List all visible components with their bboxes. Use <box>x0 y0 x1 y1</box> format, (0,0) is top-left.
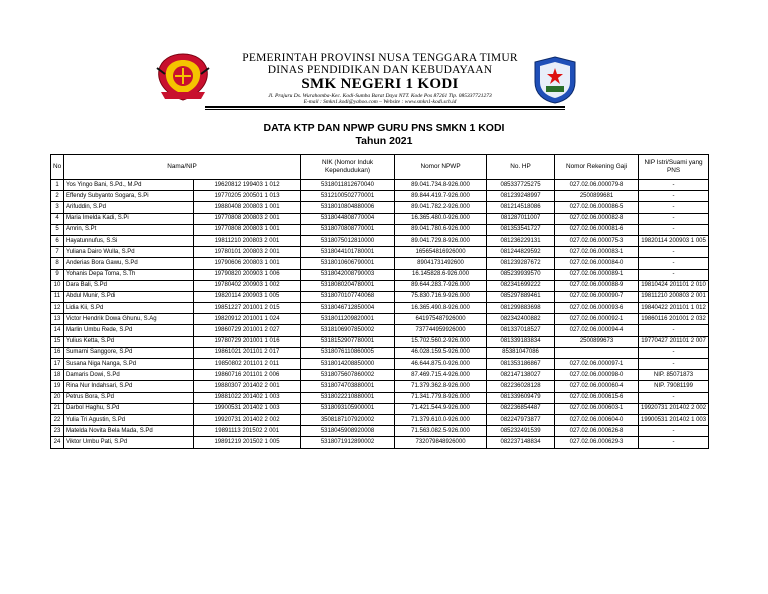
cell-rekening: 027.02.06.000083-1 <box>555 247 639 258</box>
cell-rekening: 027.02.06.000603-1 <box>555 403 639 414</box>
cell-rekening: 027.02.06.000626-8 <box>555 426 639 437</box>
cell-nama: Amrin, S.Pt <box>64 224 194 235</box>
cell-rekening: 2500899673 <box>555 336 639 347</box>
header-npwp: Nomor NPWP <box>395 155 487 180</box>
cell-rekening: 027.02.06.000090-7 <box>555 291 639 302</box>
cell-nama: Rina Nur Indahsari, S.Pd <box>64 381 194 392</box>
header-rekening: Nomor Rekening Gaji <box>555 155 639 180</box>
cell-nama: Marlin Umbu Rede, S.Pd <box>64 325 194 336</box>
cell-nip-pasangan: 19920731 201402 2 002 <box>639 403 709 414</box>
cell-no: 3 <box>51 202 64 213</box>
cell-nip-pasangan: - <box>639 191 709 202</box>
cell-rekening: 2500899681 <box>555 191 639 202</box>
cell-nama: Darbol Haghu, S.Pd <box>64 403 194 414</box>
cell-nip: 19850802 201101 2 011 <box>194 359 301 370</box>
table-row <box>51 258 709 269</box>
cell-nip-pasangan: - <box>639 437 709 448</box>
table-row <box>51 414 709 425</box>
cell-nip-pasangan: - <box>639 359 709 370</box>
cell-npwp: 71.379.362.8-926.000 <box>395 381 487 392</box>
cell-no: 22 <box>51 414 64 425</box>
cell-nama: Hayatunnufus, S.Si <box>64 235 194 246</box>
letterhead-contact: E-mail : Smkn1.kodi@yahoo.com – Website : www.smkn1-kodi.sch.id <box>303 99 457 105</box>
cell-nama: Susana Niga Nanga, S.Pd <box>64 359 194 370</box>
cell-no: 16 <box>51 347 64 358</box>
cell-nik: 5318044101780001 <box>301 247 395 258</box>
cell-nama: Damaris Dowi, S.Pd <box>64 370 194 381</box>
cell-nip-pasangan: 19860116 201001 2 032 <box>639 314 709 325</box>
cell-no: 12 <box>51 303 64 314</box>
cell-nip: 19881022 201402 1 003 <box>194 392 301 403</box>
cell-hp: 082236028128 <box>487 381 555 392</box>
cell-nip: 19790606 200803 1 001 <box>194 258 301 269</box>
letterhead <box>0 0 768 112</box>
letterhead-rule-thick <box>205 106 565 108</box>
cell-no: 11 <box>51 291 64 302</box>
cell-nik: 5318046712850004 <box>301 303 395 314</box>
cell-rekening: 027.02.06.000097-1 <box>555 359 639 370</box>
table-row <box>51 191 709 202</box>
cell-nip: 19900531 201402 1 003 <box>194 403 301 414</box>
cell-no: 5 <box>51 224 64 235</box>
table-row <box>51 235 709 246</box>
cell-nik: 5318074703880001 <box>301 381 395 392</box>
cell-nama: Yulius Ketta, S.Pd <box>64 336 194 347</box>
cell-hp: 082247973877 <box>487 414 555 425</box>
cell-npwp: 71.421.544.9-926.000 <box>395 403 487 414</box>
cell-rekening: 027.02.06.000082-8 <box>555 213 639 224</box>
cell-hp: 082147138027 <box>487 370 555 381</box>
cell-nip: 19861021 201101 2 017 <box>194 347 301 358</box>
header-hp: No. HP <box>487 155 555 180</box>
cell-nama: Petrus Bora, S.Pd <box>64 392 194 403</box>
cell-nama: Abdul Munir, S.Pdi <box>64 291 194 302</box>
cell-npwp: 89.844.419.7-926.000 <box>395 191 487 202</box>
cell-hp: 081337018527 <box>487 325 555 336</box>
table-row <box>51 314 709 325</box>
teacher-data-table <box>50 154 709 449</box>
cell-nip-pasangan: 19820114 200903 1 005 <box>639 235 709 246</box>
cell-nip: 19860716 201101 2 006 <box>194 370 301 381</box>
cell-nip: 19780101 200803 2 001 <box>194 247 301 258</box>
cell-nip-pasangan: NIP. 79081199 <box>639 381 709 392</box>
cell-npwp: 71.341.779.8-926.000 <box>395 392 487 403</box>
cell-nik: 5318075012810000 <box>301 235 395 246</box>
cell-nip: 19620812 199403 1 012 <box>194 180 301 191</box>
cell-nip-pasangan: - <box>639 202 709 213</box>
cell-npwp: 89041731492600 <box>395 258 487 269</box>
table-row <box>51 325 709 336</box>
cell-no: 17 <box>51 359 64 370</box>
cell-npwp: 71.379.610.0-926.000 <box>395 414 487 425</box>
cell-no: 7 <box>51 247 64 258</box>
cell-nik: 5318042008790003 <box>301 269 395 280</box>
cell-hp: 082341699222 <box>487 280 555 291</box>
cell-npwp: 16.365.480.0-926.000 <box>395 213 487 224</box>
table-row <box>51 347 709 358</box>
cell-nik: 5318071912890002 <box>301 437 395 448</box>
cell-rekening: 027.02.06.000088-9 <box>555 280 639 291</box>
cell-nip-pasangan: NIP. 85071873 <box>639 370 709 381</box>
cell-no: 4 <box>51 213 64 224</box>
cell-npwp: 89.041.729.8-926.000 <box>395 235 487 246</box>
cell-rekening: 027.02.06.000092-1 <box>555 314 639 325</box>
header-nik: NIK (Nomor Induk Kependudukan) <box>301 155 395 180</box>
cell-nip: 19780402 200903 1 002 <box>194 280 301 291</box>
cell-rekening: 027.02.06.000060-4 <box>555 381 639 392</box>
cell-nip-pasangan: - <box>639 347 709 358</box>
cell-npwp: 87.469.715.4-926.000 <box>395 370 487 381</box>
cell-hp: 082237148834 <box>487 437 555 448</box>
cell-rekening: 027.02.06.000089-1 <box>555 269 639 280</box>
table-row <box>51 180 709 191</box>
cell-hp: 085337725275 <box>487 180 555 191</box>
cell-nama: Lidia Kii, S.Pd <box>64 303 194 314</box>
cell-nik: 5318093105900001 <box>301 403 395 414</box>
cell-nik: 5318075607860002 <box>301 370 395 381</box>
letterhead-address: Jl. Prajuru Ds. Wurahomba-Kec. Kodi-Sumba Barat Daya NTT. Kode Pos 87261 Tlp. 085337721273 <box>268 93 492 99</box>
cell-hp: 085232491539 <box>487 426 555 437</box>
cell-no: 15 <box>51 336 64 347</box>
cell-nip-pasangan: - <box>639 392 709 403</box>
cell-rekening: 027.02.06.000079-8 <box>555 180 639 191</box>
cell-no: 1 <box>51 180 64 191</box>
cell-npwp: 46.644.875.0-926.000 <box>395 359 487 370</box>
cell-hp: 082342400882 <box>487 314 555 325</box>
cell-npwp: 737744959926000 <box>395 325 487 336</box>
cell-no: 14 <box>51 325 64 336</box>
cell-rekening: 027.02.06.000084-0 <box>555 258 639 269</box>
cell-nip: 19880408 200803 1 001 <box>194 202 301 213</box>
cell-nip-pasangan: - <box>639 213 709 224</box>
table-row <box>51 291 709 302</box>
cell-nip: 19880307 201402 2 001 <box>194 381 301 392</box>
cell-no: 24 <box>51 437 64 448</box>
cell-rekening: 027.02.06.000086-5 <box>555 202 639 213</box>
cell-no: 6 <box>51 235 64 246</box>
header-nama-nip: Nama/NIP <box>64 155 301 180</box>
cell-rekening: 027.02.06.000629-3 <box>555 437 639 448</box>
letterhead-department: DINAS PENDIDIKAN DAN KEBUDAYAAN <box>267 64 493 76</box>
cell-nip: 19891219 201502 1 005 <box>194 437 301 448</box>
cell-no: 9 <box>51 269 64 280</box>
cell-no: 8 <box>51 258 64 269</box>
cell-nip: 19770808 200803 1 001 <box>194 224 301 235</box>
cell-nik: 5318152907780001 <box>301 336 395 347</box>
cell-nip: 19780729 201001 1 016 <box>194 336 301 347</box>
letterhead-rule-thin <box>205 109 565 110</box>
letterhead-province: PEMERINTAH PROVINSI NUSA TENGGARA TIMUR <box>242 52 518 64</box>
cell-hp: 081244829592 <box>487 247 555 258</box>
cell-nip-pasangan: 19811210 200803 2 001 <box>639 291 709 302</box>
cell-hp: 082236854487 <box>487 403 555 414</box>
cell-nik: 5318011812670040 <box>301 180 395 191</box>
table-row <box>51 392 709 403</box>
cell-rekening: 027.02.06.000075-3 <box>555 235 639 246</box>
cell-no: 2 <box>51 191 64 202</box>
cell-nik: 5318080204780001 <box>301 280 395 291</box>
document-subtitle-year: Tahun 2021 <box>355 135 413 147</box>
cell-nip: 19811210 200803 2 001 <box>194 235 301 246</box>
cell-hp: 081214518086 <box>487 202 555 213</box>
cell-nama: Yohanis Depa Toma, S.Th <box>64 269 194 280</box>
cell-npwp: 89.644.283.7-926.000 <box>395 280 487 291</box>
table-row <box>51 381 709 392</box>
cell-npwp: 46.028.159.5-926.000 <box>395 347 487 358</box>
table-row <box>51 370 709 381</box>
cell-nip: 19851227 201001 2 015 <box>194 303 301 314</box>
cell-hp: 081339609479 <box>487 392 555 403</box>
cell-nama: Maria Imelda Kadi, S.Pi <box>64 213 194 224</box>
table-header-row <box>51 155 709 180</box>
cell-nama: Arifuddin, S.Pd <box>64 202 194 213</box>
cell-nama: Matelda Novita Bela Mada, S.Pd <box>64 426 194 437</box>
cell-npwp: 16.145828.6-926.000 <box>395 269 487 280</box>
cell-npwp: 641975487926000 <box>395 314 487 325</box>
cell-hp: 081353186867 <box>487 359 555 370</box>
cell-hp: 85381047086 <box>487 347 555 358</box>
cell-hp: 081239287672 <box>487 258 555 269</box>
cell-nip: 19820912 201001 1 024 <box>194 314 301 325</box>
table-row <box>51 426 709 437</box>
cell-nama: Viktor Umbu Pati, S.Pd <box>64 437 194 448</box>
cell-nip: 19891113 201502 2 001 <box>194 426 301 437</box>
cell-nip: 19820114 200903 1 005 <box>194 291 301 302</box>
cell-nip-pasangan: - <box>639 180 709 191</box>
cell-nip: 19920731 201402 2 002 <box>194 414 301 425</box>
cell-npwp: 89.041.734.8-926.000 <box>395 180 487 191</box>
cell-nip: 19770205 200501 1 013 <box>194 191 301 202</box>
cell-nama: Sumarni Sanggore, S.Pd <box>64 347 194 358</box>
cell-nip: 19790820 200903 1 006 <box>194 269 301 280</box>
cell-nik: 5318045908920008 <box>301 426 395 437</box>
cell-nama: Yulia Tri Agustin, S.Pd <box>64 414 194 425</box>
cell-nip-pasangan: - <box>639 224 709 235</box>
table-row <box>51 224 709 235</box>
table-row <box>51 336 709 347</box>
cell-nip-pasangan: 19840422 201101 1 012 <box>639 303 709 314</box>
cell-nik: 5318044808770004 <box>301 213 395 224</box>
cell-rekening: 027.02.06.000094-4 <box>555 325 639 336</box>
table-row <box>51 437 709 448</box>
cell-nik: 5312100502770001 <box>301 191 395 202</box>
cell-nik: 5318014208850000 <box>301 359 395 370</box>
cell-npwp: 16.365.490.8-926.000 <box>395 303 487 314</box>
cell-nik: 5318070808770001 <box>301 224 395 235</box>
cell-nik: 3508187107920002 <box>301 414 395 425</box>
table-row <box>51 303 709 314</box>
table-row <box>51 202 709 213</box>
cell-npwp: 89.041.780.6-926.000 <box>395 224 487 235</box>
cell-hp: 085239939570 <box>487 269 555 280</box>
cell-hp: 081299883698 <box>487 303 555 314</box>
cell-nip: 19770808 200803 2 001 <box>194 213 301 224</box>
cell-hp: 081353541727 <box>487 224 555 235</box>
cell-nip-pasangan: - <box>639 269 709 280</box>
cell-npwp: 15.702.560.2-926.000 <box>395 336 487 347</box>
cell-npwp: 71.563.082.5-926.000 <box>395 426 487 437</box>
cell-no: 10 <box>51 280 64 291</box>
cell-nik: 5318076110860005 <box>301 347 395 358</box>
cell-nama: Yuliana Dairo Wulla, S.Pd <box>64 247 194 258</box>
cell-nama: Anderias Bora Gawu, S.Pd <box>64 258 194 269</box>
cell-nik: 5318106907850002 <box>301 325 395 336</box>
cell-hp: 081236229131 <box>487 235 555 246</box>
cell-npwp: 75.830.716.9-926.000 <box>395 291 487 302</box>
cell-nik: 5318022210880001 <box>301 392 395 403</box>
cell-nik: 5318011209820001 <box>301 314 395 325</box>
cell-nip-pasangan: - <box>639 426 709 437</box>
cell-nama: Dara Bali, S.Pd <box>64 280 194 291</box>
cell-nik: 5318010804880006 <box>301 202 395 213</box>
table-row <box>51 359 709 370</box>
cell-nip-pasangan: - <box>639 258 709 269</box>
header-no: No <box>51 155 64 180</box>
header-nip-pasangan: NIP Istri/Suami yang PNS <box>639 155 709 180</box>
cell-rekening: 027.02.06.000098-0 <box>555 370 639 381</box>
cell-nik: 5318070107740068 <box>301 291 395 302</box>
table-row <box>51 213 709 224</box>
cell-no: 13 <box>51 314 64 325</box>
table-row <box>51 280 709 291</box>
document-title: DATA KTP DAN NPWP GURU PNS SMKN 1 KODI <box>263 122 505 134</box>
cell-nip: 19860729 201001 2 027 <box>194 325 301 336</box>
cell-hp: 081339183834 <box>487 336 555 347</box>
cell-nip-pasangan: - <box>639 325 709 336</box>
cell-rekening: 027.02.06.000604-0 <box>555 414 639 425</box>
cell-rekening: 027.02.06.000081-6 <box>555 224 639 235</box>
cell-no: 20 <box>51 392 64 403</box>
cell-hp: 081287011007 <box>487 213 555 224</box>
cell-nip-pasangan: 19770427 201101 2 007 <box>639 336 709 347</box>
table-row <box>51 247 709 258</box>
cell-hp: 085297889461 <box>487 291 555 302</box>
cell-nik: 5318010606790001 <box>301 258 395 269</box>
cell-rekening: 027.02.06.000093-6 <box>555 303 639 314</box>
cell-rekening <box>555 347 639 358</box>
cell-no: 19 <box>51 381 64 392</box>
cell-nip-pasangan: - <box>639 247 709 258</box>
letterhead-school-name: SMK NEGERI 1 KODI <box>301 76 459 92</box>
cell-rekening: 027.02.06.000615-6 <box>555 392 639 403</box>
cell-hp: 081239248997 <box>487 191 555 202</box>
cell-npwp: 165654816926000 <box>395 247 487 258</box>
cell-nama: Yos Yingo Bani, S.Pd., M.Pd <box>64 180 194 191</box>
cell-npwp: 89.041.782.2-926.000 <box>395 202 487 213</box>
cell-nama: Victor Hendrik Dowa Ghunu, S.Ag <box>64 314 194 325</box>
cell-nama: Effendy Subyanto Sogara, S.Pi <box>64 191 194 202</box>
cell-nip-pasangan: 19810424 201101 2 010 <box>639 280 709 291</box>
cell-npwp: 732079848926000 <box>395 437 487 448</box>
cell-no: 21 <box>51 403 64 414</box>
cell-nip-pasangan: 19900531 201402 1 003 <box>639 414 709 425</box>
cell-no: 23 <box>51 426 64 437</box>
table-row <box>51 403 709 414</box>
cell-no: 18 <box>51 370 64 381</box>
table-row <box>51 269 709 280</box>
